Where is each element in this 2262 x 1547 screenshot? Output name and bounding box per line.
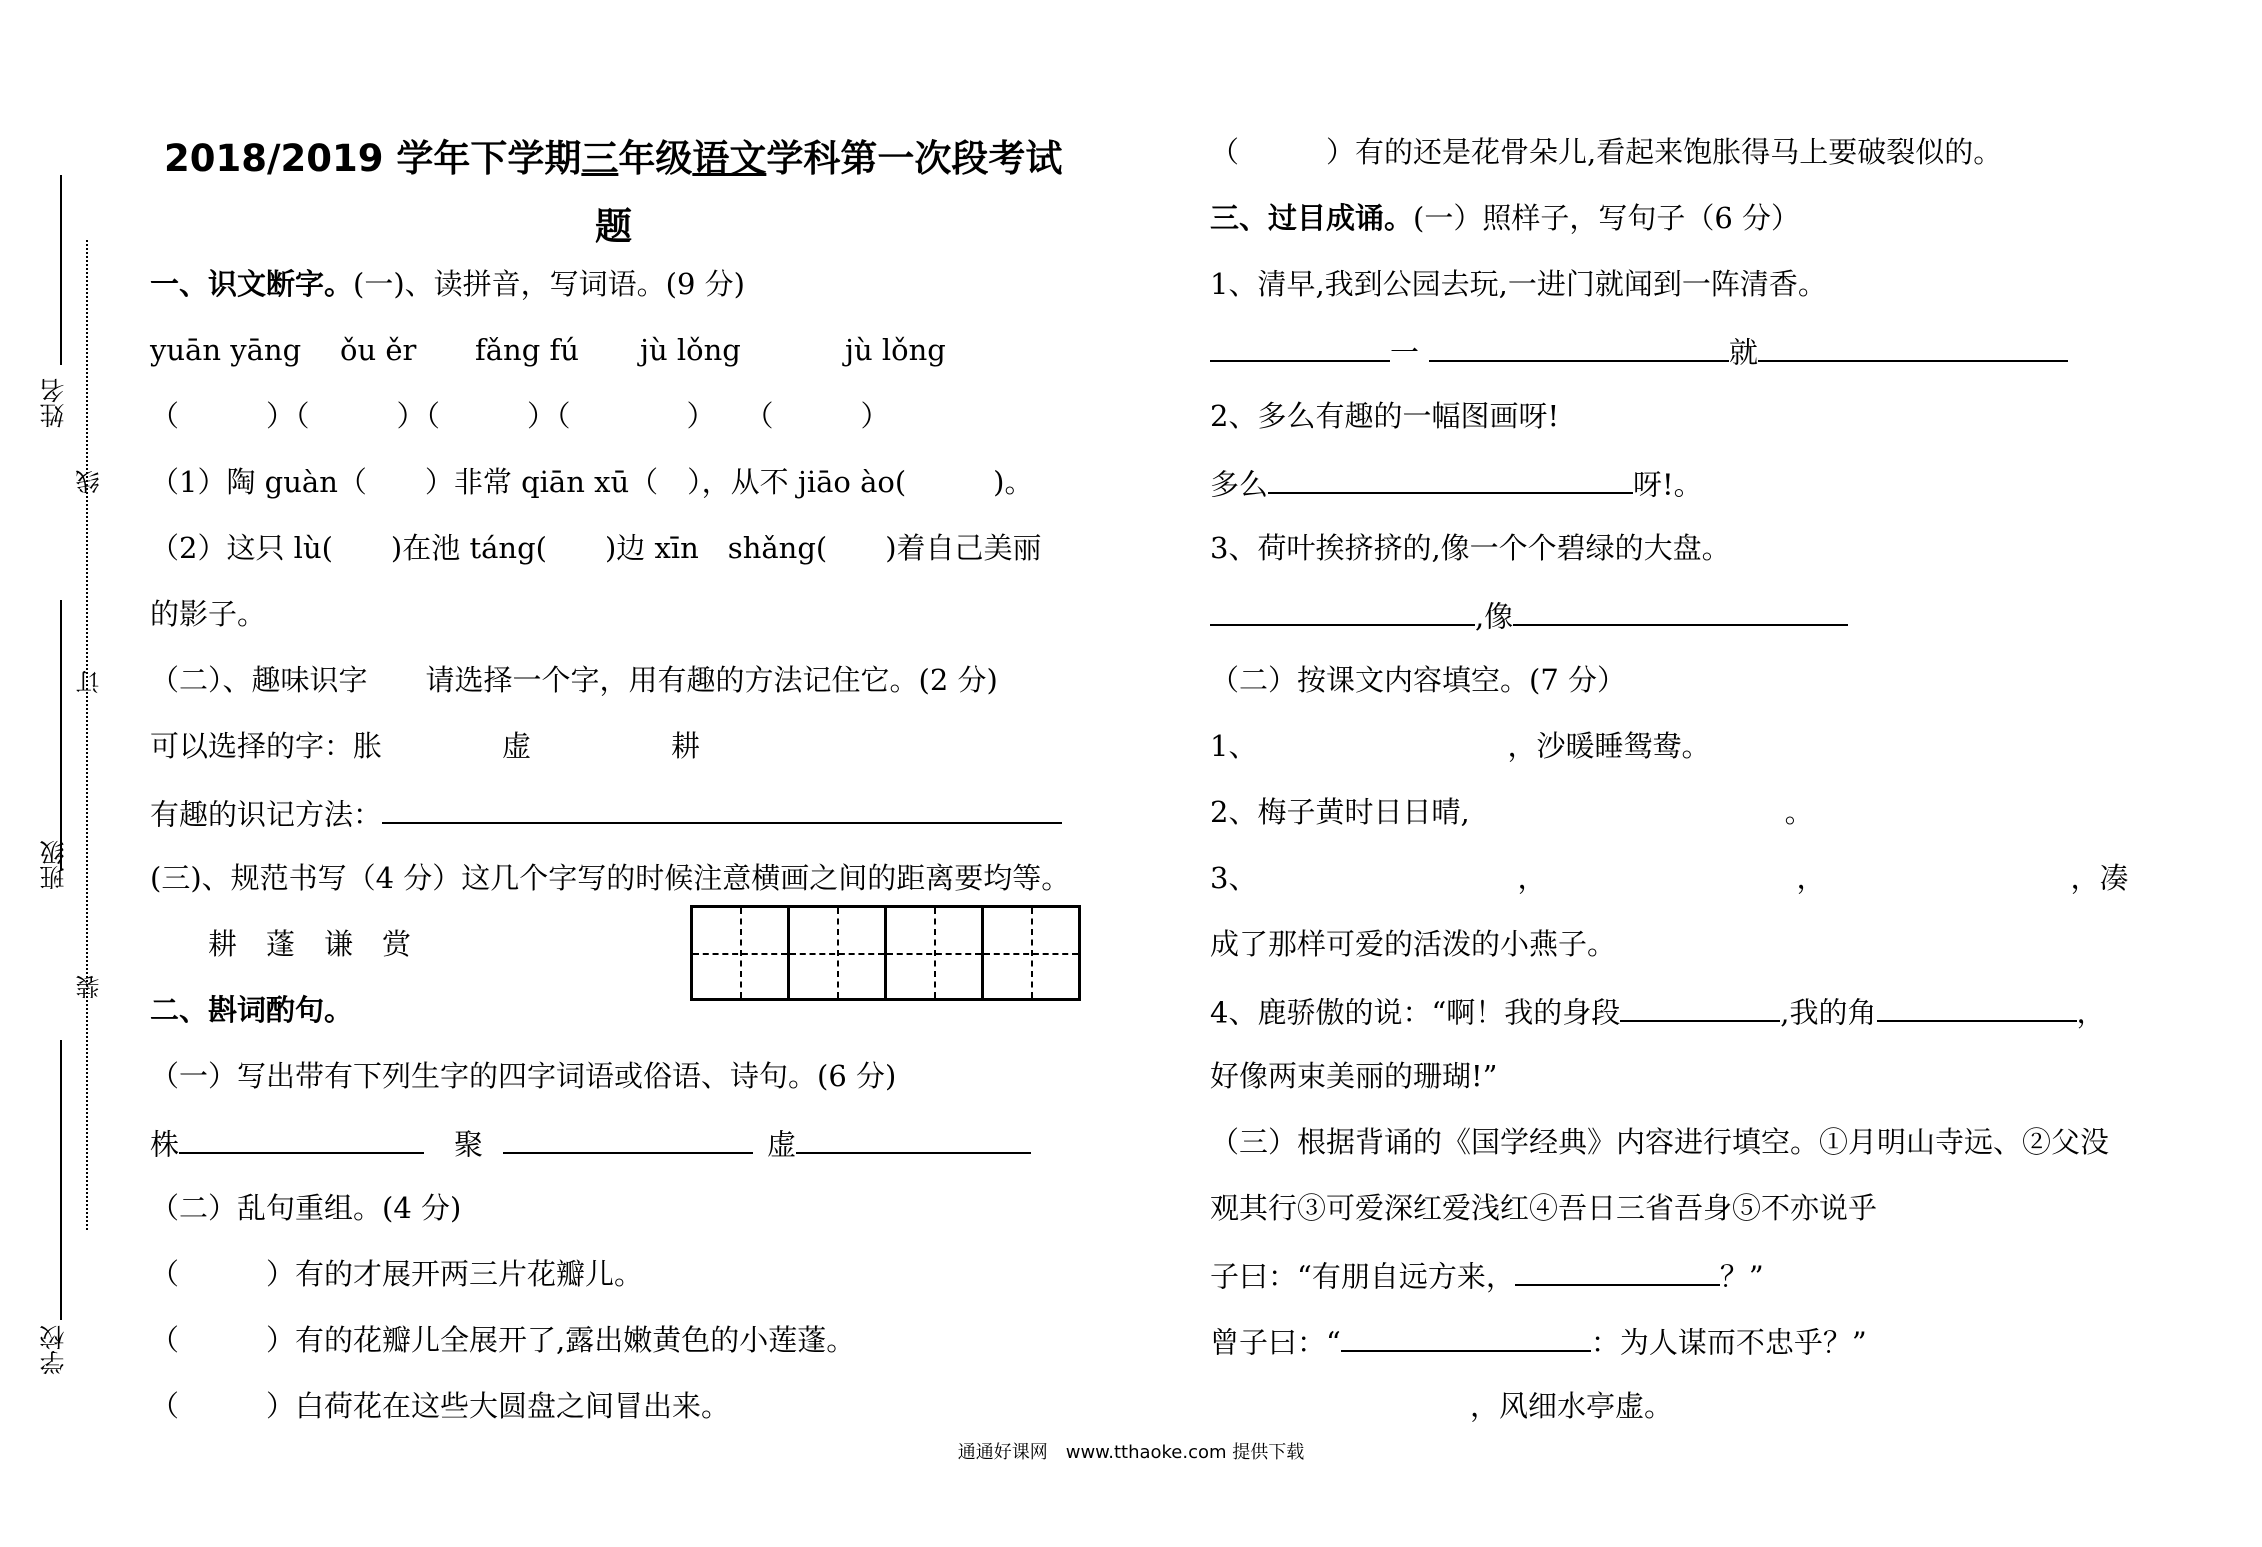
example-3: 3、荷叶挨挤挤的,像一个个碧绿的大盘。 — [1210, 531, 1731, 565]
fill-1 — [1210, 726, 1710, 766]
reorder-line-a: （ ）有的才展开两三片花瓣儿。 — [150, 1257, 644, 1291]
section-3-3-cont: 观其行③可爱深红爱浅红④吾日三省吾身⑤不亦说乎 — [1210, 1191, 1878, 1225]
vocab-char: 株 — [150, 1127, 180, 1162]
vocab-blanks — [150, 1122, 1031, 1164]
pinyin-item: yuān yāng — [150, 333, 302, 367]
pattern-word: ,像 — [1475, 599, 1514, 634]
pattern-word: 就 — [1729, 335, 1759, 370]
answer-parens-row: （ ）（ ）（ ）（ ） （ ） — [150, 399, 890, 433]
section-3-2: （二）按课文内容填空。(7 分） — [1210, 663, 1626, 697]
fill-text: ， — [1796, 861, 1826, 895]
section-2-1: （一）写出带有下列生字的四字词语或俗语、诗句。(6 分) — [150, 1059, 897, 1093]
fill-text: 3、 — [1210, 861, 1258, 895]
answer-blank[interactable] — [1210, 594, 1475, 626]
example-3-answer — [1210, 594, 1848, 636]
pattern-word: 多么 — [1210, 467, 1269, 502]
chars-to-choose — [150, 726, 700, 766]
example-2-answer — [1210, 462, 1703, 504]
fill-3 — [1210, 858, 2129, 898]
reorder-line-b: （ ）有的花瓣儿全展开了,露出嫩黄色的小莲蓬。 — [150, 1323, 856, 1357]
cut-mark-zhuang: 装 — [76, 975, 104, 999]
fill-text: ，沙暖睡鸳鸯。 — [1507, 729, 1711, 763]
section-3-3: （三）根据背诵的《国学经典》内容进行填空。①月明山寺远、②父没 — [1210, 1125, 2110, 1159]
chars-label: 可以选择的字：胀 — [150, 729, 383, 763]
page-title-line2: 题 — [595, 205, 632, 248]
writing-grid[interactable] — [690, 905, 1081, 1001]
cut-mark-ding: 订 — [76, 670, 104, 694]
fill-text: 子曰：“有朋自远方来， — [1210, 1259, 1515, 1294]
fill-text: 曾子曰：“ — [1210, 1325, 1341, 1360]
section-1 — [150, 264, 745, 304]
page-title — [164, 128, 1062, 182]
example-1: 1、清早,我到公园去玩,一进门就闻到一阵清香。 — [1210, 267, 1827, 301]
binding-margin — [0, 0, 120, 1547]
answer-blank[interactable] — [382, 792, 1062, 824]
grid-cell[interactable] — [981, 908, 1078, 998]
pinyin-item: ǒu ěr — [340, 333, 417, 367]
fill-text: ， — [1517, 861, 1547, 895]
answer-blank[interactable] — [1341, 1320, 1591, 1352]
school-label: 学校 — [39, 1325, 68, 1375]
section-subheading: (一)、读拼音，写词语。(9 分) — [353, 267, 745, 301]
fill-text: 2、梅子黄时日日晴, — [1210, 795, 1470, 829]
answer-blank[interactable] — [1429, 330, 1729, 362]
answer-blank[interactable] — [1620, 990, 1780, 1022]
section-1-3: (三)、规范书写（4 分）这几个字写的时候注意横画之间的距离要均等。 — [150, 861, 1071, 895]
cut-dotted-line — [86, 240, 88, 1230]
pinyin-row — [150, 330, 946, 370]
char-option: 虚 — [502, 729, 532, 763]
fill-text: 1、 — [1210, 729, 1258, 763]
title-part: 学科第一次段考试 — [766, 137, 1063, 180]
classic-1 — [1210, 1254, 1764, 1296]
margin-rule — [60, 175, 62, 365]
class-label: 班级 — [39, 840, 68, 890]
pattern-word: 一 — [1390, 335, 1420, 370]
name-label: 姓名 — [39, 378, 68, 428]
method-label: 有趣的识记方法： — [150, 797, 383, 832]
fill-3-cont: 成了那样可爱的活泼的小燕子。 — [1210, 927, 1617, 961]
answer-blank[interactable] — [1758, 330, 2068, 362]
answer-blank[interactable] — [1513, 594, 1848, 626]
memory-method — [150, 792, 1062, 834]
fill-text: 4、鹿骄傲的说：“啊！我的身段 — [1210, 995, 1621, 1030]
title-subject: 语文 — [692, 137, 767, 180]
footer-source: 通通好课网 www.tthaoke.com 提供下载 — [957, 1442, 1305, 1463]
section-2-heading: 二、斟词酌句。 — [150, 993, 354, 1027]
example-1-answer — [1210, 330, 2068, 372]
question-2-cont: 的影子。 — [150, 597, 267, 631]
pinyin-item: fǎng fú — [475, 333, 579, 367]
vocab-char: 聚 — [454, 1127, 484, 1162]
fill-4 — [1210, 990, 2106, 1032]
answer-blank[interactable] — [1268, 462, 1633, 494]
pattern-word: 呀!。 — [1633, 467, 1703, 502]
section-3 — [1210, 198, 1800, 238]
fill-text: ，凑 — [2070, 861, 2129, 895]
title-part: 年级 — [618, 137, 693, 180]
answer-blank[interactable] — [179, 1122, 424, 1154]
fill-text: ？” — [1719, 1259, 1764, 1294]
margin-rule — [60, 600, 62, 870]
grid-cell[interactable] — [884, 908, 981, 998]
title-part: 2018/2019 学年下学期 — [164, 137, 582, 180]
classic-2 — [1210, 1320, 1867, 1362]
reorder-line-d: （ ）有的还是花骨朵儿,看起来饱胀得马上要破裂似的。 — [1210, 135, 2003, 169]
fill-text: ， — [2076, 995, 2106, 1030]
question-2: （2）这只 lù( )在池 táng( )边 xīn shǎng( )着自己美丽 — [150, 531, 1042, 565]
fill-text: ,我的角 — [1780, 995, 1877, 1030]
pinyin-item: jù lǒng — [640, 333, 741, 367]
reorder-line-c: （ ）白荷花在这些大圆盘之间冒出来。 — [150, 1389, 731, 1423]
answer-blank[interactable] — [1877, 990, 2077, 1022]
answer-blank[interactable] — [1210, 330, 1390, 362]
section-heading: 三、过目成诵。 — [1210, 201, 1414, 235]
section-2-2: （二）乱句重组。(4 分) — [150, 1191, 462, 1225]
grid-cell[interactable] — [787, 908, 884, 998]
grid-cell[interactable] — [693, 908, 787, 998]
example-2: 2、多么有趣的一幅图画呀! — [1210, 399, 1560, 433]
question-1: （1）陶 guàn（ ）非常 qiān xū（ ），从不 jiāo ào( )。 — [150, 465, 1034, 499]
answer-blank[interactable] — [1515, 1254, 1720, 1286]
section-subheading: (一）照样子，写句子（6 分） — [1413, 201, 1800, 235]
pinyin-item: jù lǒng — [845, 333, 946, 367]
fill-4-cont: 好像两束美丽的珊瑚!” — [1210, 1059, 1498, 1093]
classic-3: ，风细水亭虚。 — [1470, 1389, 1674, 1423]
section-heading: 一、识文断字。 — [150, 267, 354, 301]
section-1-2: （二）、趣味识字 请选择一个字，用有趣的方法记住它。(2 分) — [150, 663, 998, 697]
margin-rule — [60, 1040, 62, 1320]
fill-text: ：为人谋而不忠乎？” — [1590, 1325, 1867, 1360]
vocab-char: 虚 — [767, 1127, 797, 1162]
answer-blank[interactable] — [503, 1122, 753, 1154]
char-option: 耕 — [671, 729, 701, 763]
writing-chars: 耕 蓬 谦 赏 — [208, 927, 412, 961]
answer-blank[interactable] — [796, 1122, 1031, 1154]
cut-mark-xian: 线 — [76, 470, 104, 494]
title-grade: 三 — [581, 137, 619, 180]
fill-2 — [1210, 792, 1814, 832]
fill-text: 。 — [1784, 795, 1814, 829]
